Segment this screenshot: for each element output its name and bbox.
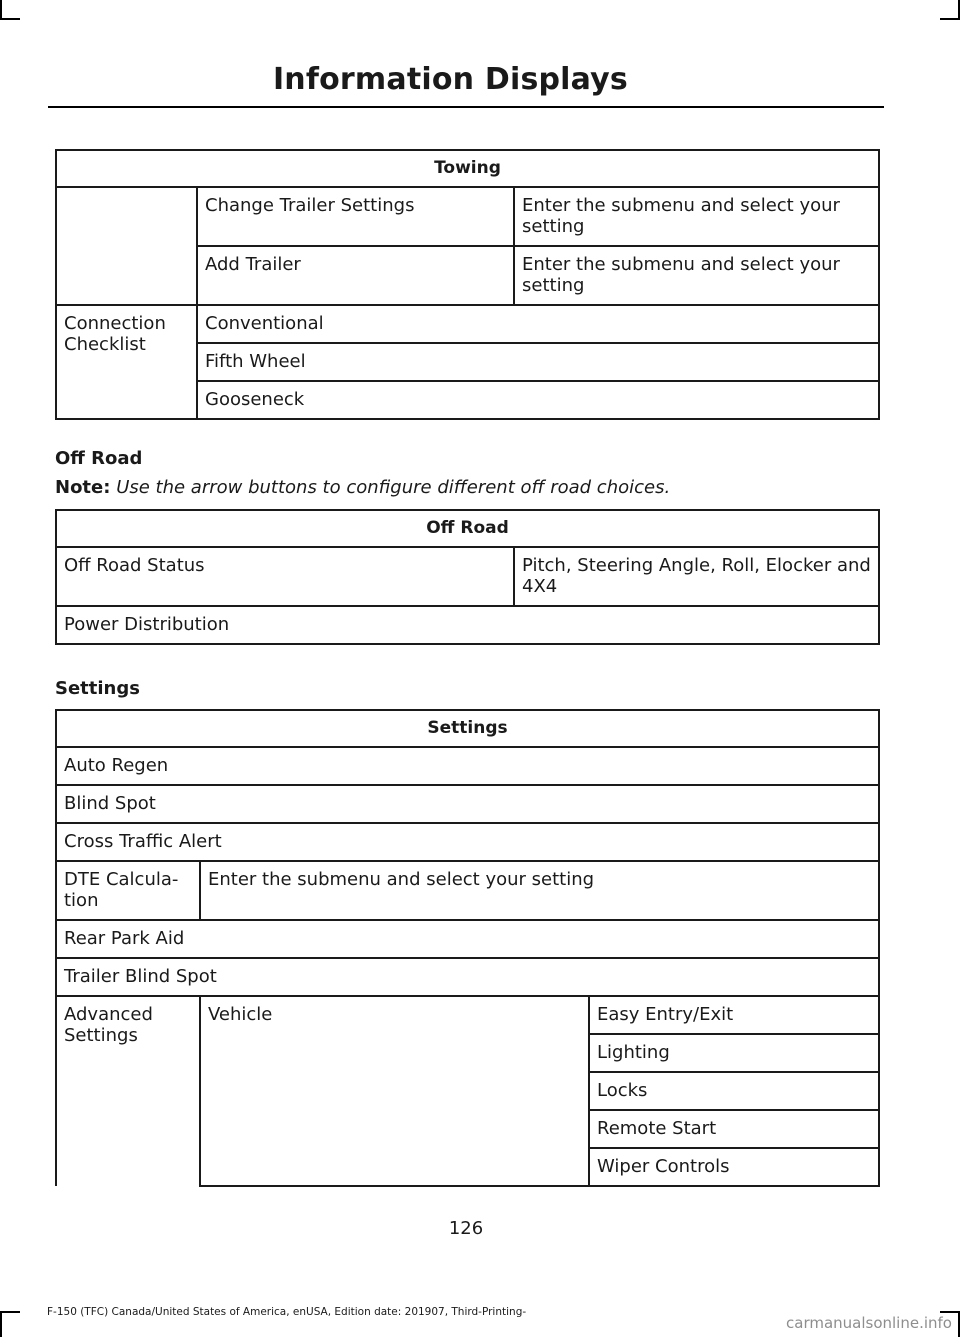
settings-table-title: Settings [56, 710, 879, 747]
table-cell: DTE Calcula-tion [56, 861, 200, 920]
footer-edition-text: F-150 (TFC) Canada/United States of America, enUSA, Edition date: 201907, Third-Printing- [47, 1306, 527, 1318]
table-cell: Off Road Status [56, 547, 514, 606]
table-cell: Blind Spot [56, 785, 879, 823]
crop-mark-top-left [0, 18, 20, 20]
empty-cell [56, 187, 197, 305]
table-cell: Enter the submenu and select your setting [514, 246, 879, 305]
settings-heading: Settings [55, 678, 140, 699]
off-road-table [55, 509, 880, 645]
watermark: carmanualsonline.info [786, 1314, 952, 1332]
table-cell: Pitch, Steering Angle, Roll, Elocker and 4X4 [514, 547, 879, 606]
note-label: Note: [55, 477, 111, 498]
table-cell: Trailer Blind Spot [56, 958, 879, 996]
table-cell: Advanced Settings [56, 996, 200, 1186]
table-cell: Conventional [197, 305, 879, 343]
table-cell: Wiper Controls [589, 1148, 879, 1186]
table-cell: Connection Checklist [56, 305, 197, 419]
page-number: 126 [448, 1218, 484, 1239]
table-cell: Enter the submenu and select your setting [514, 187, 879, 246]
note-text: Use the arrow buttons to configure different off road choices. [116, 477, 671, 498]
table-cell: Easy Entry/Exit [589, 996, 879, 1034]
crop-mark-top-left [0, 0, 2, 20]
table-cell: Auto Regen [56, 747, 879, 785]
settings-table [55, 709, 880, 1187]
crop-mark-bottom-left [0, 1311, 20, 1313]
table-cell: Enter the submenu and select your setting [200, 861, 879, 920]
table-cell: Locks [589, 1072, 879, 1110]
table-cell: Change Trailer Settings [197, 187, 514, 246]
off-road-heading: Off Road [55, 448, 143, 469]
table-cell: Vehicle [200, 996, 589, 1186]
off-road-note [55, 477, 670, 498]
table-cell: Gooseneck [197, 381, 879, 419]
table-cell: Rear Park Aid [56, 920, 879, 958]
towing-table-title: Towing [56, 150, 879, 187]
table-cell: Fifth Wheel [197, 343, 879, 381]
table-cell: Remote Start [589, 1110, 879, 1148]
table-cell: Power Distribution [56, 606, 879, 644]
table-cell: Lighting [589, 1034, 879, 1072]
towing-table [55, 149, 880, 420]
header-divider [48, 106, 884, 108]
page-title: Information Displays [272, 62, 628, 97]
crop-mark-bottom-right [940, 1311, 960, 1313]
table-cell: Add Trailer [197, 246, 514, 305]
crop-mark-top-right [940, 18, 960, 20]
off-road-table-title: Off Road [56, 510, 879, 547]
crop-mark-bottom-left [0, 1313, 2, 1337]
table-cell: Cross Traffic Alert [56, 823, 879, 861]
